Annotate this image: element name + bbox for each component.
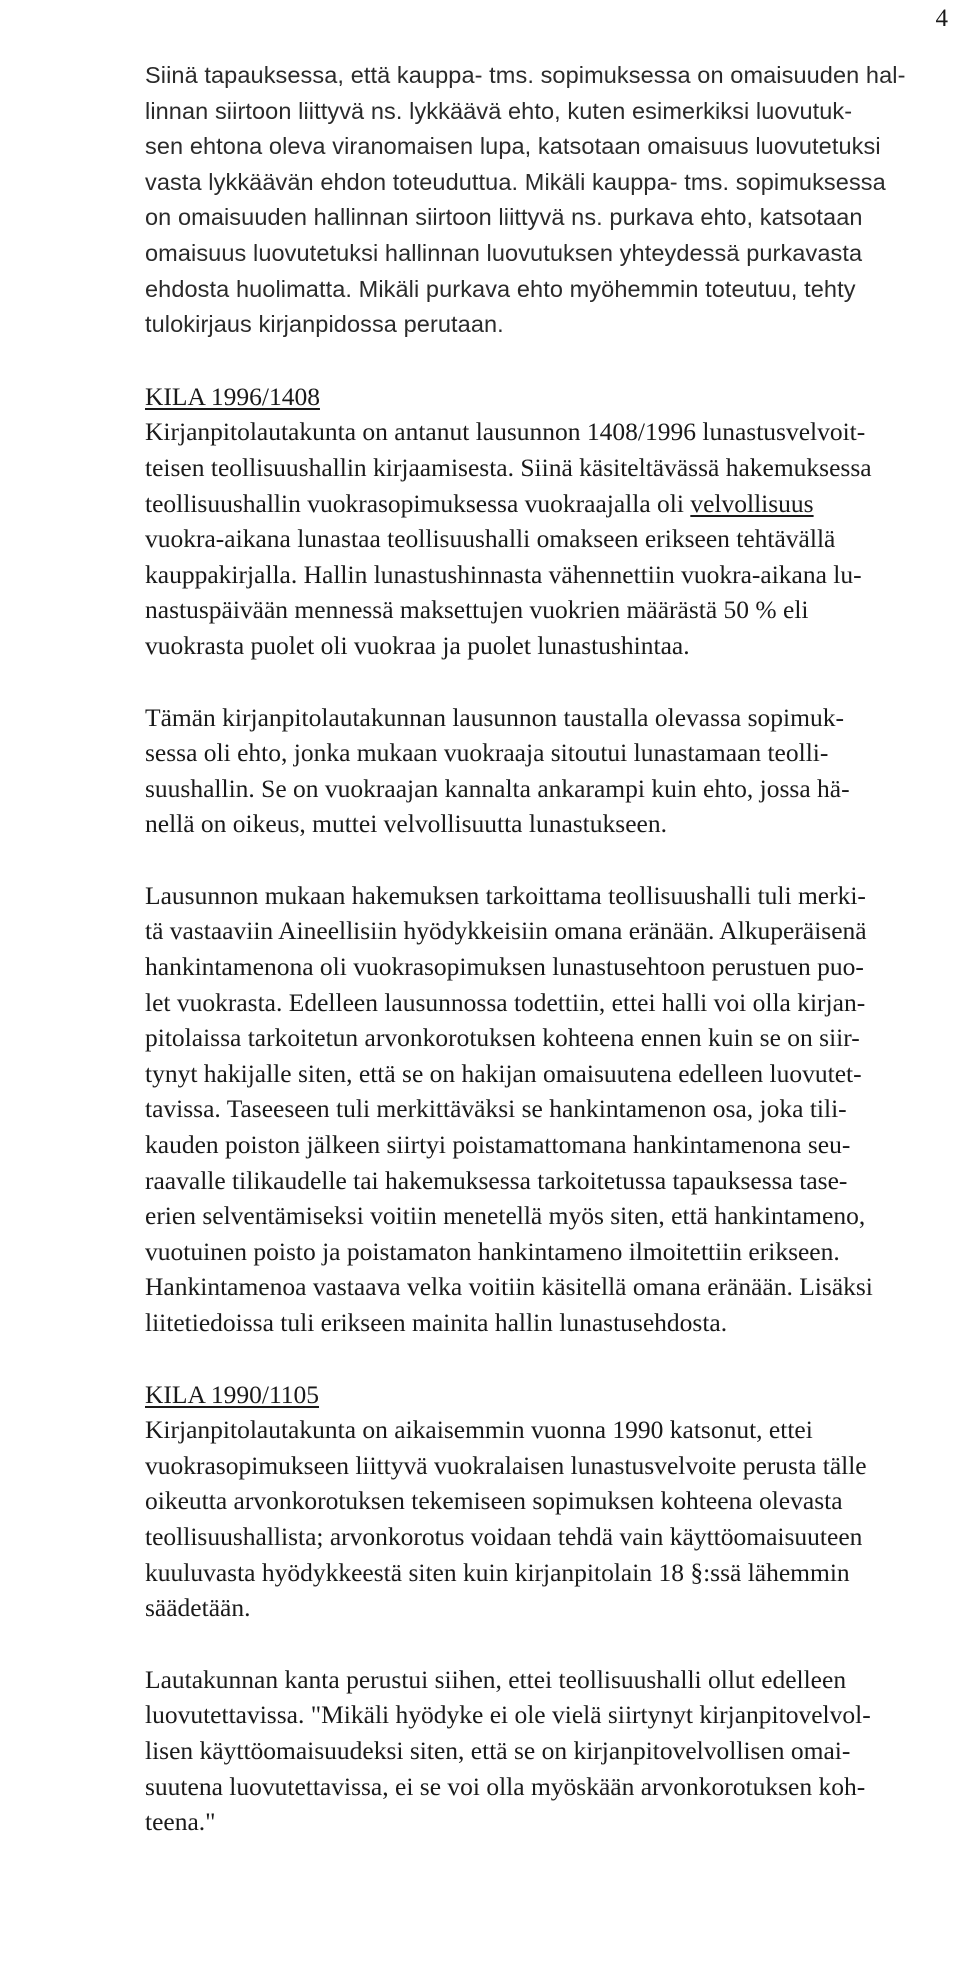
text-line: kauden poiston jälkeen siirtyi poistamattomana hankintamenona seu- <box>145 1130 851 1160</box>
text-line: tavissa. Taseeseen tuli merkittäväksi se hankintamenon osa, joka tili- <box>145 1094 847 1124</box>
text-line: linnan siirtoon liittyvä ns. lykkäävä ehto, kuten esimerkiksi luovutuk- <box>145 97 853 124</box>
text-line: kauppakirjalla. Hallin lunastushinnasta vähennettiin vuokra-aikana lu- <box>145 559 862 589</box>
text-line: lisen käyttöomaisuudeksi siten, että se on kirjanpitovelvollisen omai- <box>145 1735 851 1765</box>
text-line: Lautakunnan kanta perustui siihen, ettei teollisuushalli ollut edelleen <box>145 1664 847 1694</box>
text-line: raavalle tilikaudelle tai hakemuksessa tarkoitetussa tapauksessa tase- <box>145 1165 848 1195</box>
text-line: Kirjanpitolautakunta on antanut lausunnon 1408/1996 lunastusvelvoit- <box>145 417 866 447</box>
text-line: vuokra-aikana lunastaa teollisuushalli omakseen erikseen tehtävällä <box>145 524 836 554</box>
text-line: suutena luovutettavissa, ei se voi olla myöskään arvonkorotuksen koh- <box>145 1771 866 1801</box>
text-line: vuokrasopimukseen liittyvä vuokralaisen lunastusvelvoite perusta tälle <box>145 1450 867 1480</box>
text-line: oikeutta arvonkorotuksen tekemiseen sopimuksen kohteena olevasta <box>145 1486 843 1516</box>
text-line: erien selventämiseksi voitiin menetellä myös siten, että hankintameno, <box>145 1201 866 1231</box>
paragraph-contract-terms <box>145 700 945 842</box>
text-line: suushallin. Se on vuokraajan kannalta ankarampi kuin ehto, jossa hä- <box>145 773 850 803</box>
text-line: nastuspäivään mennessä maksettujen vuokrien määrästä 50 % eli <box>145 595 809 625</box>
text-line: vasta lykkäävän ehdon toteuduttua. Mikäli kauppa- tms. sopimuksessa <box>145 168 886 195</box>
text-line: kuuluvasta hyödykkeestä siten kuin kirjanpitolain 18 §:ssä lähemmin <box>145 1557 850 1587</box>
kila-1990-section <box>145 1377 945 1626</box>
document-body <box>145 58 945 1840</box>
underlined-word: velvollisuus <box>690 488 814 518</box>
text-line: pitolaissa tarkoitetun arvonkorotuksen kohteena ennen kuin se on siir- <box>145 1023 860 1053</box>
text-line: on omaisuuden hallinnan siirtoon liittyvä ns. purkava ehto, katsotaan <box>145 204 863 231</box>
text-line: Lausunnon mukaan hakemuksen tarkoittama teollisuushalli tuli merki- <box>145 880 866 910</box>
text-line: teollisuushallista; arvonkorotus voidaan tehdä vain käyttöomaisuuteen <box>145 1521 863 1551</box>
text-line: tulokirjaus kirjanpidossa perutaan. <box>145 311 504 338</box>
paragraph-statement-details <box>145 878 945 1341</box>
text-line: let vuokrasta. Edelleen lausunnossa todettiin, ettei halli voi olla kirjan- <box>145 987 866 1017</box>
kila-1996-section <box>145 379 945 664</box>
text-line: teena." <box>145 1807 216 1837</box>
paragraph-board-position <box>145 1662 945 1840</box>
text-line: luovutettavissa. "Mikäli hyödyke ei ole vielä siirtynyt kirjanpitovelvol- <box>145 1700 871 1730</box>
text-line: omaisuus luovutetuksi hallinnan luovutuksen yhteydessä purkavasta <box>145 239 863 266</box>
text-line: Tämän kirjanpitolautakunnan lausunnon taustalla olevassa sopimuk- <box>145 702 844 732</box>
page-number: 4 <box>935 5 948 32</box>
text-line: sessa oli ehto, jonka mukaan vuokraaja sitoutui lunastamaan teolli- <box>145 738 829 768</box>
text-line: sen ehtona oleva viranomaisen lupa, katsotaan omaisuus luovutetuksi <box>145 133 881 160</box>
text-line: säädetään. <box>145 1593 251 1623</box>
text-line: Hankintamenoa vastaava velka voitiin käsitellä omana eränään. Lisäksi <box>145 1272 873 1302</box>
text-line: ehdosta huolimatta. Mikäli purkava ehto myöhemmin toteutuu, tehty <box>145 275 856 302</box>
text-line: teisen teollisuushallin kirjaamisesta. Siinä käsiteltävässä hakemuksessa <box>145 452 872 482</box>
section-heading-kila-1996: KILA 1996/1408 <box>145 381 320 411</box>
section-heading-kila-1990: KILA 1990/1105 <box>145 1379 320 1409</box>
text-line: liitetiedoissa tuli erikseen mainita hallin lunastusehdosta. <box>145 1308 728 1337</box>
intro-paragraph <box>145 58 945 343</box>
text-line-with-underline <box>145 486 945 522</box>
text-line: vuotuinen poisto ja poistamaton hankintameno ilmoitettiin erikseen. <box>145 1236 840 1266</box>
text-line: vuokrasta puolet oli vuokraa ja puolet lunastushintaa. <box>145 630 690 660</box>
text-line: tä vastaaviin Aineellisiin hyödykkeisiin omana eränään. Alkuperäisenä <box>145 916 867 946</box>
text-line: tynyt hakijalle siten, että se on hakijan omaisuutena edelleen luovutet- <box>145 1058 862 1088</box>
text-line: Siinä tapauksessa, että kauppa- tms. sopimuksessa on omaisuuden hal- <box>145 62 906 88</box>
text-line: nellä on oikeus, muttei velvollisuutta lunastukseen. <box>145 809 667 839</box>
text-line: hankintamenona oli vuokrasopimuksen lunastusehtoon perustuen puo- <box>145 952 864 982</box>
text-segment: teollisuushallin vuokrasopimuksessa vuokraajalla oli <box>145 488 691 518</box>
text-line: Kirjanpitolautakunta on aikaisemmin vuonna 1990 katsonut, ettei <box>145 1415 813 1445</box>
